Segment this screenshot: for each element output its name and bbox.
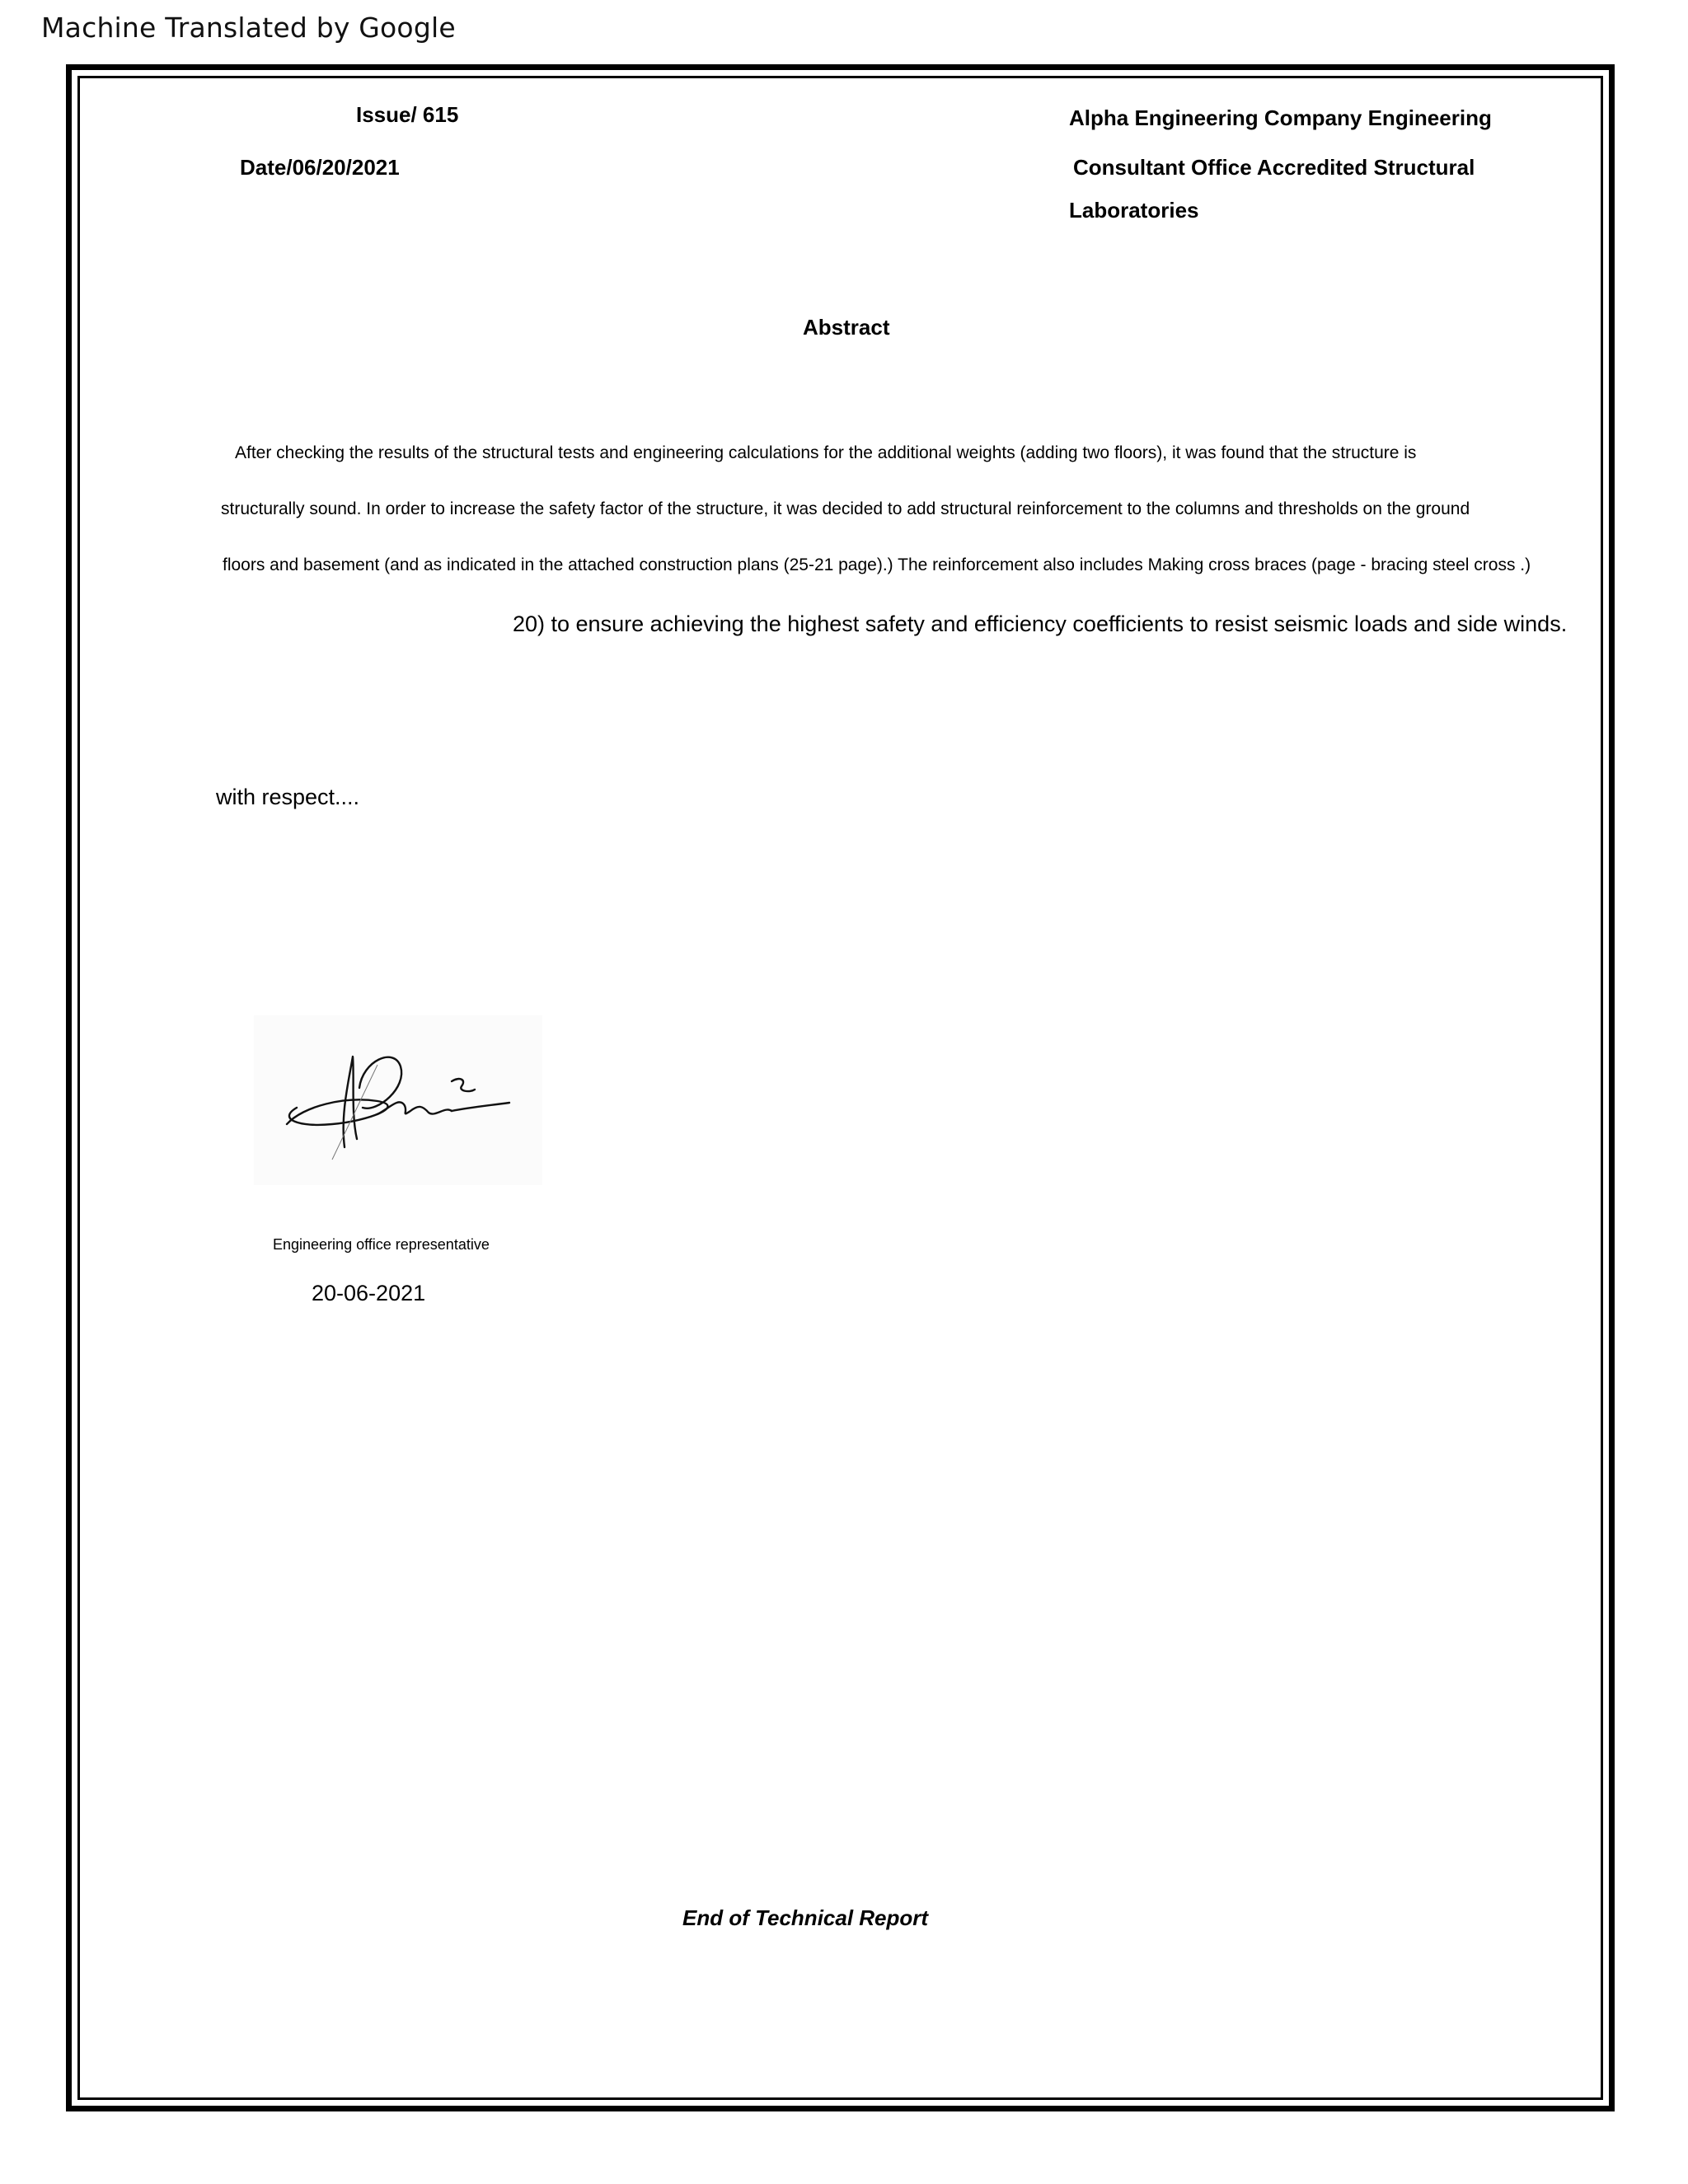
abstract-title: Abstract bbox=[803, 315, 890, 340]
company-name-line3: Laboratories bbox=[1069, 198, 1199, 223]
issue-date: Date/06/20/2021 bbox=[240, 155, 400, 180]
abstract-line-4: 20) to ensure achieving the highest safety and efficiency coefficients to resist seismic loads and side winds. bbox=[513, 612, 1568, 636]
closing-salutation: with respect.... bbox=[216, 785, 360, 809]
signatory-role: Engineering office representative bbox=[273, 1236, 490, 1253]
issue-number: Issue/ 615 bbox=[356, 102, 459, 127]
machine-translated-banner: Machine Translated by Google bbox=[41, 12, 456, 44]
signature-image bbox=[254, 1015, 542, 1185]
abstract-line-1: After checking the results of the structural tests and engineering calculations for the additional weights (adding two floors), it was found that the structure is bbox=[235, 443, 1417, 462]
company-name-line1: Alpha Engineering Company Engineering bbox=[1069, 105, 1492, 130]
abstract-line-2: structurally sound. In order to increase the safety factor of the structure, it was decided to add structural reinforcement to the columns and thresholds on the ground bbox=[221, 499, 1470, 518]
abstract-line-3: floors and basement (and as indicated in the attached construction plans (25-21 page).) The reinforcement also includes Making cross braces (page - bracing steel cross .) bbox=[223, 555, 1531, 574]
company-name-line2: Consultant Office Accredited Structural bbox=[1073, 155, 1475, 180]
report-end-text: End of Technical Report bbox=[682, 1905, 929, 1930]
signature-date: 20-06-2021 bbox=[312, 1281, 426, 1305]
